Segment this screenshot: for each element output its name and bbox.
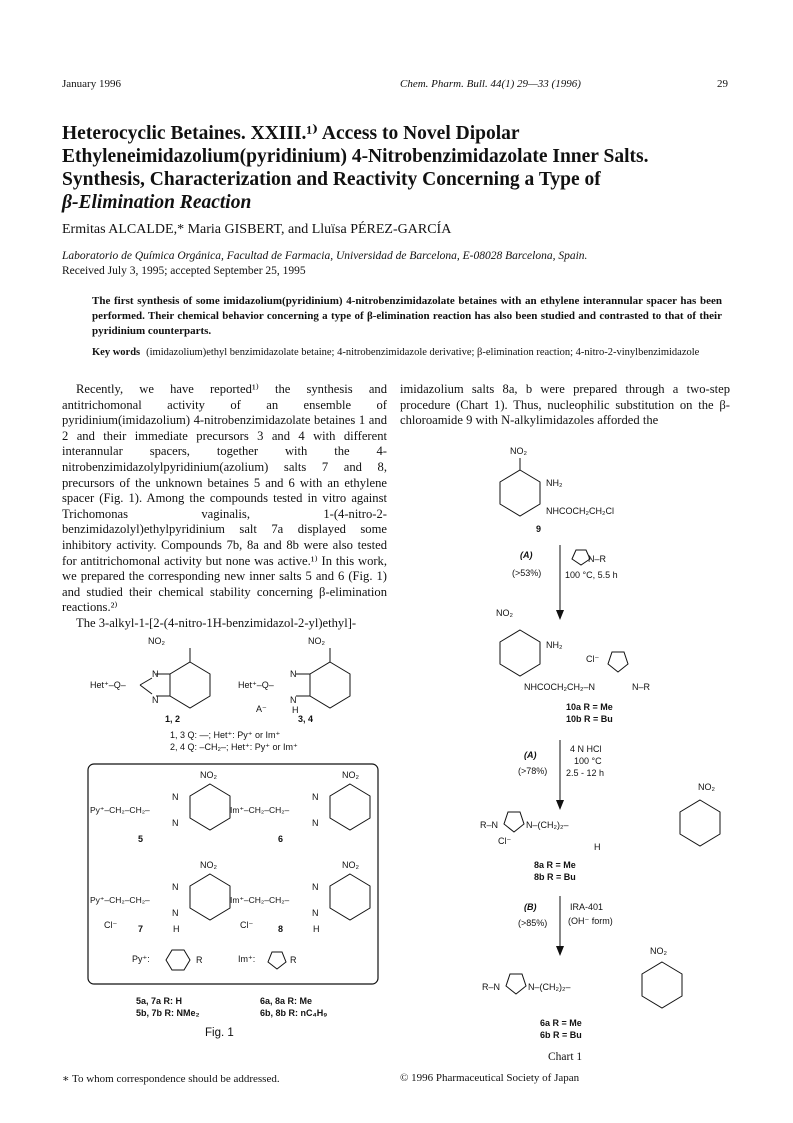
legend-line-1: 1, 3 Q: —; Het⁺: Py⁺ or Im⁺	[170, 730, 281, 740]
amide-9-label: NHCOCH₂CH₂Cl	[546, 506, 614, 516]
conditions-2c: 2.5 - 12 h	[566, 768, 605, 778]
legend-6b-8b: 6b, 8b R: nC₄H₉	[260, 1008, 328, 1018]
figure-1-caption: Fig. 1	[205, 1027, 234, 1039]
compound-label-6: 6	[278, 834, 284, 844]
body-paragraph-1: Recently, we have reported¹⁾ the synthesis and antitrichomonal activity of an ensemble of pyridinium(imidazolium) 4-nitrobenzimidazolate betaines 1 and 2 and their immediate precursors 3 and 4 with different interannular spacers, together with the 4-nitrobenzimidazolylpyridinium(azolium) salts 7 and 8, precursors of the unknown betaines 5 and 6 with an ethylene spacer (Fig. 1). Among the compounds tested in vitro against Trichomonas vaginalis, 1-(4-nitro-2-benzimidazolyl)ethylpyridinium salt 7a displayed some inhibitory activity. Compounds 7b, 8a and 8b were also tested for antitrichomonal activity but none was active.¹⁾ In this work, we prepared the corresponding new inner salts 5 and 6 (Fig. 1) and studied their chemical stability concerning β-elimination reactions.²⁾	[62, 382, 387, 615]
legend-5a-7a: 5a, 7a R: H	[136, 996, 183, 1006]
n-label: N	[312, 908, 319, 918]
anion-label: A⁻	[256, 704, 267, 714]
no2-label: NO₂	[308, 636, 325, 646]
no2-label: NO₂	[200, 770, 217, 780]
no2-label: NO₂	[510, 446, 527, 456]
conditions-3b: (OH⁻ form)	[568, 916, 613, 926]
yield-2: (>78%)	[518, 766, 548, 776]
h-label: H	[313, 924, 320, 934]
compound-8	[480, 782, 720, 882]
compound-label-10a: 10a R = Me	[566, 702, 613, 712]
nr-label: N–R	[632, 682, 651, 692]
abstract: The first synthesis of some imidazolium(pyridinium) 4-nitrobenzimidazolate betaines with an ethylene interannular spacer has been performed. Their chemical behavior concerning a type of β-elimination reaction has also been studied and contrasted to that of their pyridinium counterparts.	[92, 295, 722, 337]
header-date: January 1996	[62, 78, 121, 90]
title-line-1: Heterocyclic Betaines. XXIII.¹⁾ Access to Novel Dipolar	[62, 123, 520, 144]
chloride-label: Cl⁻	[498, 836, 512, 846]
compound-9	[500, 446, 614, 534]
py-im-definitions	[132, 950, 297, 970]
keywords	[92, 346, 722, 360]
correspondence-note: ∗ To whom correspondence should be addressed.	[62, 1073, 280, 1085]
compound-label-7: 7	[138, 924, 144, 934]
step-2	[518, 740, 604, 810]
keywords-text: (imidazolium)ethyl benzimidazolate betaine; 4-nitrobenzimidazole derivative; β-elimination reaction; 4-nitro-2-vinylbenzimidazole	[146, 347, 700, 358]
compound-box	[88, 764, 378, 984]
r-n-label: R–N	[480, 820, 499, 830]
header-journal: Chem. Pharm. Bull. 44(1) 29—33 (1996)	[400, 78, 581, 90]
chloride-label: Cl⁻	[586, 654, 600, 664]
header-page-number: 29	[717, 78, 728, 90]
compound-label-8: 8	[278, 924, 284, 934]
het-q-label: Het⁺–Q–	[238, 680, 274, 690]
h-label: H	[173, 924, 180, 934]
n-label: N	[312, 882, 319, 892]
compound-label-1-2: 1, 2	[165, 714, 181, 724]
author-list: Ermitas ALCALDE,* Maria GISBERT, and Lluïsa PÉREZ-GARCÍA	[62, 222, 452, 237]
n-label: N	[152, 695, 159, 705]
n-label: N	[290, 669, 297, 679]
im-def-label: Im⁺:	[238, 954, 256, 964]
n-label: N	[152, 669, 159, 679]
compound-10	[496, 608, 651, 724]
n-label: N	[172, 792, 179, 802]
copyright: © 1996 Pharmaceutical Society of Japan	[400, 1072, 580, 1084]
legend-5b-7b: 5b, 7b R: NMe₂	[136, 1008, 200, 1018]
chloride-label: Cl⁻	[240, 920, 254, 930]
no2-label: NO₂	[342, 770, 359, 780]
h-label: H	[594, 842, 601, 852]
structure-7	[90, 860, 230, 934]
compound-label-6a: 6a R = Me	[540, 1018, 582, 1028]
step-a-label: (A)	[524, 750, 537, 760]
n-label: N	[290, 695, 297, 705]
r-n-label: R–N	[482, 982, 501, 992]
amide-10-label: NHCOCH₂CH₂–N	[524, 682, 595, 692]
chart-1-caption: Chart 1	[548, 1051, 583, 1063]
n-label: N	[312, 792, 319, 802]
legend-line-2: 2, 4 Q: –CH₂–; Het⁺: Py⁺ or Im⁺	[170, 742, 298, 752]
h-label: H	[292, 705, 299, 715]
n-label: N	[312, 818, 319, 828]
no2-label: NO₂	[148, 636, 165, 646]
no2-label: NO₂	[698, 782, 715, 792]
het-q-label: Het⁺–Q–	[90, 680, 126, 690]
conditions-2a: 4 N HCl	[570, 744, 602, 754]
compound-label-10b: 10b R = Bu	[566, 714, 613, 724]
compound-label-8b: 8b R = Bu	[534, 872, 576, 882]
chain-label: N–(CH₂)₂–	[526, 820, 569, 830]
step-1	[512, 545, 618, 620]
conditions-1: 100 °C, 5.5 h	[565, 570, 618, 580]
chloride-label: Cl⁻	[104, 920, 118, 930]
compound-label-9: 9	[536, 524, 542, 534]
chart-1-scheme	[400, 440, 740, 1050]
structure-5	[90, 770, 230, 844]
compound-6	[482, 946, 682, 1040]
yield-3: (>85%)	[518, 918, 548, 928]
compound-label-5: 5	[138, 834, 144, 844]
no2-label: NO₂	[496, 608, 513, 618]
r-label: R	[290, 955, 297, 965]
compound-label-6b: 6b R = Bu	[540, 1030, 582, 1040]
title-line-2: Ethyleneimidazolium(pyridinium) 4-Nitrobenzimidazolate Inner Salts.	[62, 146, 649, 167]
structure-1-2	[90, 636, 210, 724]
step-a-label: (A)	[520, 550, 533, 560]
no2-label: NO₂	[342, 860, 359, 870]
keywords-label: Key words	[92, 347, 141, 358]
structure-3-4	[238, 636, 350, 724]
body-paragraph-2: The 3-alkyl-1-[2-(4-nitro-1H-benzimidazol-2-yl)ethyl]-	[76, 615, 357, 630]
body-right-column	[400, 382, 730, 429]
affiliation: Laboratorio de Química Orgánica, Facultad de Farmacia, Universidad de Barcelona, E-08028 Barcelona, Spain.	[62, 250, 588, 262]
n-label: N	[172, 908, 179, 918]
nh2-label: NH₂	[546, 478, 563, 488]
paper-title	[62, 122, 752, 214]
no2-label: NO₂	[650, 946, 667, 956]
received-dates: Received July 3, 1995; accepted September 25, 1995	[62, 265, 306, 277]
nh2-label: NH₂	[546, 640, 563, 650]
conditions-3a: IRA-401	[570, 902, 604, 912]
step-b-label: (B)	[524, 902, 537, 912]
yield-1: (>53%)	[512, 568, 542, 578]
figure-1	[60, 630, 390, 1060]
title-line-3: Synthesis, Characterization and Reactivity Concerning a Type of	[62, 169, 601, 190]
body-left-column	[62, 382, 387, 632]
im-chain-label: Im⁺–CH₂–CH₂–	[230, 805, 290, 815]
conditions-2b: 100 °C	[574, 756, 602, 766]
legend-6a-8a: 6a, 8a R: Me	[260, 996, 313, 1006]
reagent-1: N–R	[588, 554, 607, 564]
compound-label-3-4: 3, 4	[298, 714, 314, 724]
step-3	[518, 896, 613, 956]
im-chain-label: Im⁺–CH₂–CH₂–	[230, 895, 290, 905]
py-def-label: Py⁺:	[132, 954, 150, 964]
structure-6	[230, 770, 370, 844]
n-label: N	[172, 818, 179, 828]
compound-label-8a: 8a R = Me	[534, 860, 576, 870]
r-label: R	[196, 955, 203, 965]
title-line-4: β-Elimination Reaction	[62, 192, 252, 213]
no2-label: NO₂	[200, 860, 217, 870]
chain-label: N–(CH₂)₂–	[528, 982, 571, 992]
py-chain-label: Py⁺–CH₂–CH₂–	[90, 895, 150, 905]
py-chain-label: Py⁺–CH₂–CH₂–	[90, 805, 150, 815]
body-right-paragraph: imidazolium salts 8a, b were prepared through a two-step procedure (Chart 1). Thus, nucleophilic substitution on the β-chloroamide 9 with N-alkylimidazoles afforded the	[400, 382, 730, 428]
n-label: N	[172, 882, 179, 892]
structure-8	[230, 860, 370, 934]
